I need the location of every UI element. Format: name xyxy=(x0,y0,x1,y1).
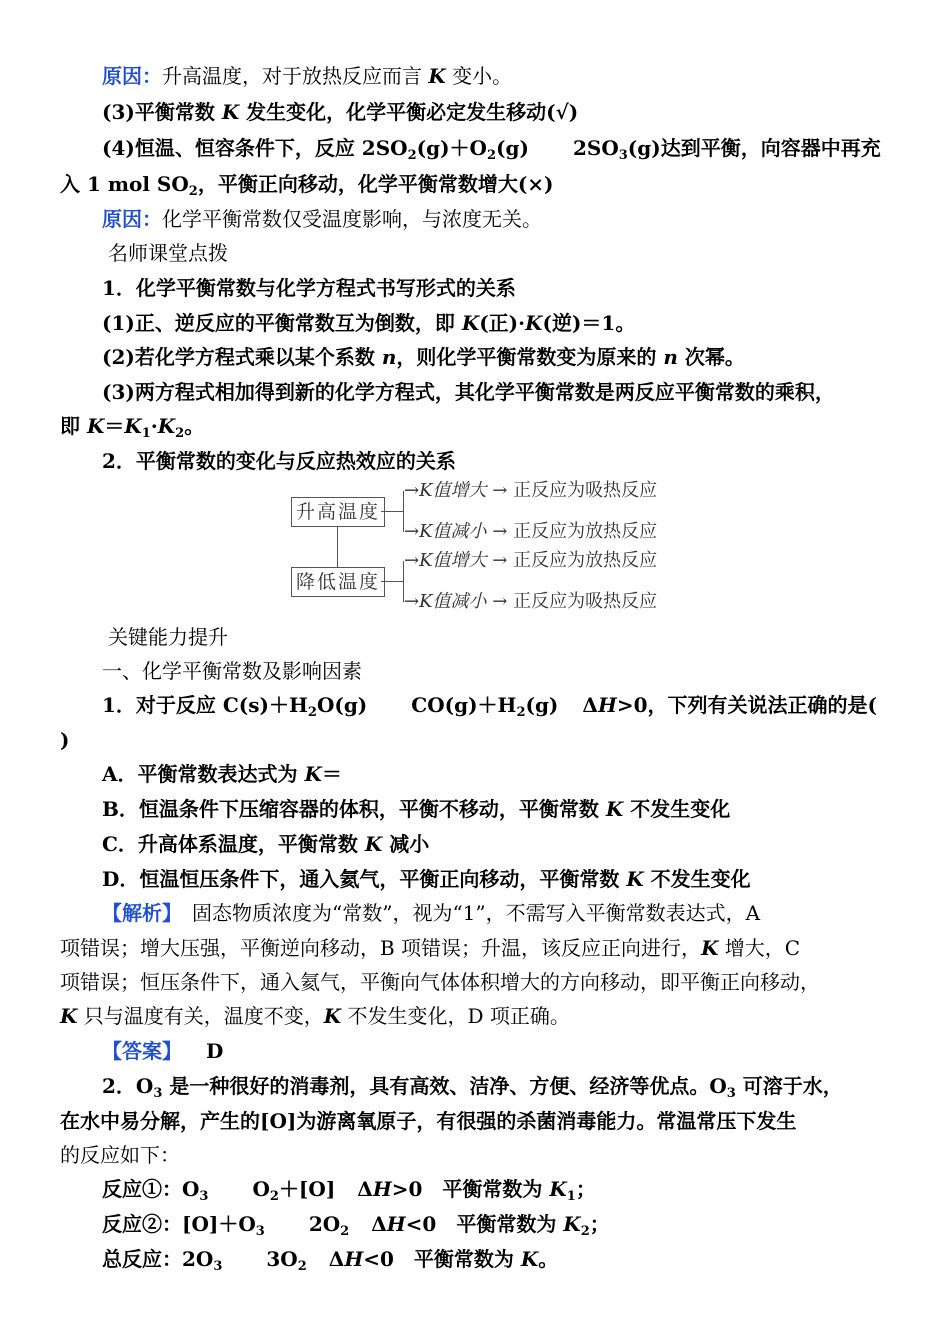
arrow-right-icon: → xyxy=(404,521,420,542)
raise-temp-box: 升高温度 xyxy=(291,497,385,527)
branch-row: →K值减小 → 正反应为放热反应 xyxy=(404,521,658,542)
lower-temp-box: 降低温度 xyxy=(291,567,385,597)
reason-line-2: 原因：化学平衡常数仅受温度影响，与浓度无关。 xyxy=(102,207,542,231)
statement-4: (4)恒温、恒容条件下，反应 $2SO_2(g)+O_2(g)$ $2SO_3(g)$达到平衡，向容器中再充 xyxy=(102,136,881,163)
arrow-right-icon: → xyxy=(492,550,508,571)
explanation-line: 项错误；恒压条件下，通入氦气，平衡向气体体积增大的方向移动，即平衡正向移动， xyxy=(60,970,820,994)
statement-3: (3)平衡常数 K 发生变化，化学平衡必定发生移动(√) xyxy=(102,100,579,124)
branch-row: →K值增大 → 正反应为吸热反应 xyxy=(404,480,658,501)
arrow-right-icon: → xyxy=(492,591,508,612)
reaction-total: 总反应：$2O_3$ $3O_2$ ΔH<0 平衡常数为 K。 xyxy=(102,1247,559,1274)
arrow-right-icon: → xyxy=(492,521,508,542)
question-1-stem: 1．对于反应 $C(s)+H_2O(g)$ $CO(g)+H_2(g)$ ΔH>0，下列有关说法正确的是( xyxy=(102,693,877,720)
answer-line xyxy=(102,1039,950,1063)
arrow-right-icon: → xyxy=(404,591,420,612)
reason-label: 原因： xyxy=(102,64,162,88)
reaction-2: 反应②：$[O]+O_3$ $2O_2$ ΔH<0 平衡常数为 $K_2$； xyxy=(102,1212,610,1239)
question-1-close: ) xyxy=(60,728,70,752)
option-b: B．恒温条件下压缩容器的体积，平衡不移动，平衡常数 K 不发生变化 xyxy=(102,797,731,821)
answer-value: D xyxy=(206,1039,224,1063)
arrow-right-icon: → xyxy=(404,550,420,571)
option-c: C．升高体系温度，平衡常数 K 减小 xyxy=(102,832,430,856)
arrow-right-icon: → xyxy=(492,480,508,501)
answer-label: 【答案】 xyxy=(102,1039,182,1063)
point-1-heading: 1．化学平衡常数与化学方程式书写形式的关系 xyxy=(102,276,516,300)
point-1-1: (1)正、逆反应的平衡常数互为倒数，即 K(正)·K(逆)＝1。 xyxy=(102,311,636,335)
option-d: D．恒温恒压条件下，通入氦气，平衡正向移动，平衡常数 K 不发生变化 xyxy=(102,867,751,891)
section-title-ability: 关键能力提升 xyxy=(108,625,228,649)
arrow-right-icon: → xyxy=(404,480,420,501)
reason-line-1: 原因：升高温度，对于放热反应而言 K 变小。 xyxy=(102,64,513,88)
point-1-3: (3)两方程式相加得到新的化学方程式，其化学平衡常数是两反应平衡常数的乘积， xyxy=(102,380,835,404)
branch-row: →K值增大 → 正反应为放热反应 xyxy=(404,550,658,571)
reaction-1: 反应①：$O_3$ $O_2+[O]$ ΔH>0 平衡常数为 $K_1$； xyxy=(102,1177,596,1204)
explanation-line: 【解析】 固态物质浓度为“常数”，视为“1”，不需写入平衡常数表达式，A xyxy=(102,901,761,925)
statement-4-cont: 入 1 mol $SO_2$，平衡正向移动，化学平衡常数增大(×) xyxy=(60,172,554,199)
explanation-label: 【解析】 xyxy=(102,901,172,925)
connector xyxy=(337,527,338,567)
question-2-stem: 2．$O_3$ 是一种很好的消毒剂，具有高效、洁净、方便、经济等优点。$O_3$ 可溶于水， xyxy=(102,1074,843,1101)
point-1-3-cont: 即 $K=K_1\cdot K_2$。 xyxy=(60,414,205,441)
explanation-line: 项错误；增大压强，平衡逆向移动，B 项错误；升温，该反应正向进行，K 增大，C xyxy=(60,936,801,960)
section-subtitle: 一、化学平衡常数及影响因素 xyxy=(102,659,362,683)
branch-row: →K值减小 → 正反应为吸热反应 xyxy=(404,591,658,612)
section-title-teacher: 名师课堂点拨 xyxy=(108,241,228,265)
point-2-heading: 2．平衡常数的变化与反应热效应的关系 xyxy=(102,449,456,473)
question-2-stem: 在水中易分解，产生的[O]为游离氧原子，有很强的杀菌消毒能力。常温常压下发生 xyxy=(60,1109,797,1133)
option-a: A．平衡常数表达式为 K＝ xyxy=(102,762,342,786)
question-2-stem: 的反应如下： xyxy=(60,1143,180,1167)
point-1-2: (2)若化学方程式乘以某个系数 n，则化学平衡常数变为原来的 n 次幂。 xyxy=(102,345,745,369)
explanation-line: K 只与温度有关，温度不变，K 不发生变化，D 项正确。 xyxy=(60,1004,570,1028)
